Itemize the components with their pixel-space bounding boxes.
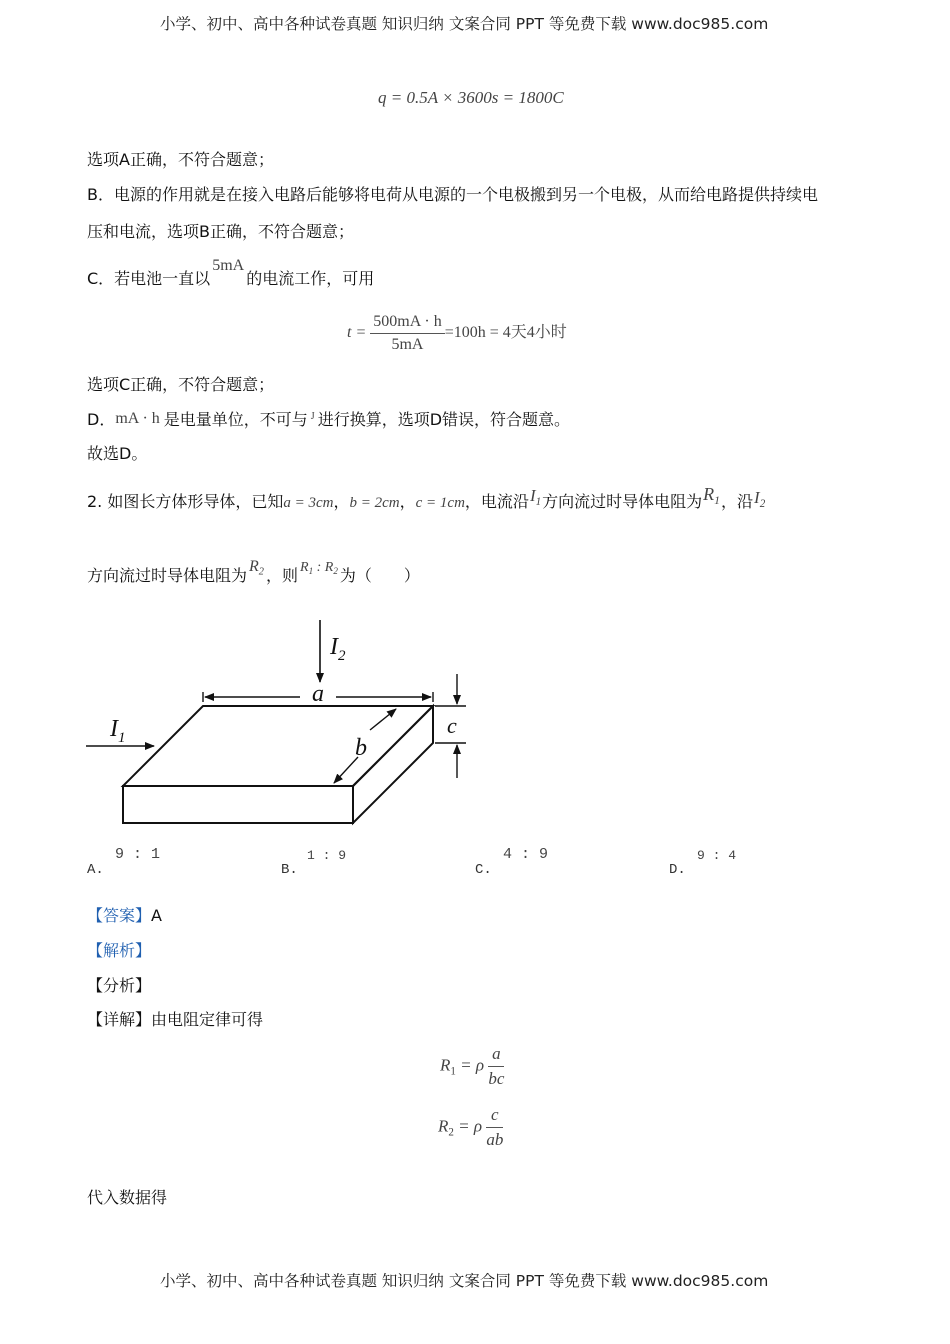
option-value: 9 : 1 xyxy=(115,846,161,863)
label-i1 xyxy=(109,716,126,746)
fraction-numerator: 500mA · h xyxy=(370,313,444,334)
label-subscript: 1 xyxy=(118,730,126,746)
cuboid-front-face xyxy=(123,786,353,823)
label-main: I xyxy=(110,716,118,742)
equation-t xyxy=(347,313,567,354)
fenxi-tag: 【分析】 xyxy=(87,976,152,995)
eq-mid: = ρ xyxy=(453,1116,483,1136)
fraction-numerator: a xyxy=(488,1044,504,1067)
symbol-subscript: 1 xyxy=(308,566,314,577)
option-c-statement xyxy=(87,257,375,291)
option-value: 9 : 4 xyxy=(697,848,737,863)
symbol-i1 xyxy=(529,486,542,508)
option-a-statement: 选项A正确，不符合题意； xyxy=(87,150,274,169)
option-value: 1 : 9 xyxy=(307,848,347,863)
symbol-subscript: 2 xyxy=(759,497,766,510)
answer-value: A xyxy=(151,906,162,925)
dimension-b-arrow-up xyxy=(370,709,396,730)
text-span: ，则 xyxy=(266,566,299,585)
given-a: a = 3cm xyxy=(283,495,334,511)
eq-sub: 2 xyxy=(448,1126,454,1139)
equation-t-rhs: =100h = 4天4小时 xyxy=(444,324,567,342)
option-label: A. xyxy=(87,862,104,878)
label-i2 xyxy=(329,634,346,664)
symbol-r1 xyxy=(702,484,721,508)
symbol-main: R xyxy=(249,558,259,575)
cuboid-right-face xyxy=(353,706,433,823)
symbol-main: R xyxy=(300,560,309,575)
eq-fraction xyxy=(486,1105,503,1150)
option-label: D. xyxy=(669,862,686,878)
question-2-line2 xyxy=(87,558,420,594)
ratio-r1-r2 xyxy=(298,560,340,575)
page-footer: 小学、初中、高中各种试卷真题 知识归纳 文案合同 PPT 等免费下载 www.doc985.com xyxy=(160,1272,769,1290)
symbol-subscript: 1 xyxy=(714,494,720,508)
equation-r1 xyxy=(440,1044,504,1089)
text-span: ， xyxy=(333,492,350,511)
eq-mid: = ρ xyxy=(455,1055,485,1075)
eq-lhs: R xyxy=(438,1116,449,1136)
label-b: b xyxy=(355,735,367,761)
text-span: ， xyxy=(399,492,416,511)
text-span: 的电流工作，可用 xyxy=(246,269,375,288)
answer-line xyxy=(87,905,162,927)
analysis-tag: 【解析】 xyxy=(87,941,152,960)
previous-conclusion: 故选D。 xyxy=(87,444,148,463)
equation-t-lhs: t = xyxy=(347,324,367,342)
fraction-denominator: 5mA xyxy=(391,336,424,353)
cuboid-top-face xyxy=(123,706,433,786)
option-d-statement xyxy=(87,409,570,434)
option-value: 4 : 9 xyxy=(503,846,549,863)
symbol-r2 xyxy=(247,558,266,578)
text-span: 2. 如图长方体形导体，已知 xyxy=(87,492,284,511)
text-span: 方向流过时导体电阻为 xyxy=(87,566,248,585)
symbol-subscript: 1 xyxy=(535,495,542,508)
label-main: I xyxy=(330,634,338,660)
label-subscript: 2 xyxy=(338,648,346,664)
text-span: 为（ ） xyxy=(339,566,420,585)
equation-q: q = 0.5A × 3600s = 1800C xyxy=(378,88,564,107)
symbol-subscript: 2 xyxy=(258,566,264,578)
given-b: b = 2cm xyxy=(349,495,400,511)
page-header: 小学、初中、高中各种试卷真题 知识归纳 文案合同 PPT 等免费下载 www.doc985.com xyxy=(160,15,769,33)
label-c: c xyxy=(447,713,457,738)
text-span: D． xyxy=(87,410,116,429)
ratio-colon: : xyxy=(313,560,325,575)
symbol-subscript: 2 xyxy=(333,566,338,577)
label-a: a xyxy=(312,681,324,707)
option-label: B. xyxy=(281,862,298,878)
fraction-numerator: c xyxy=(486,1105,503,1128)
eq-lhs: R xyxy=(440,1055,451,1075)
option-label: C. xyxy=(475,862,492,878)
symbol-main: I xyxy=(529,486,536,505)
detail-line xyxy=(87,1009,263,1031)
text-span: ，电流沿 xyxy=(464,492,529,511)
detail-text: 由电阻定律可得 xyxy=(151,1010,264,1029)
symbol-i2 xyxy=(753,488,766,510)
substitute-line: 代入数据得 xyxy=(87,1188,168,1207)
symbol-main: R xyxy=(703,484,715,504)
current-value: 5mA xyxy=(212,257,245,274)
text-span: 进行换算，选项D错误，符合题意。 xyxy=(317,410,571,429)
question-2-line1 xyxy=(87,484,766,519)
detail-tag: 【详解】 xyxy=(87,1010,152,1029)
text-span: ，沿 xyxy=(721,492,754,511)
option-b-statement-line1: B．电源的作用就是在接入电路后能够将电荷从电源的一个电极搬到另一个电极，从而给电路提供持续电 xyxy=(87,185,818,204)
unit-mah: mA · h xyxy=(115,410,160,427)
given-c: c = 1cm xyxy=(415,495,465,511)
fraction-denominator: bc xyxy=(488,1069,505,1088)
eq-sub: 1 xyxy=(450,1065,456,1078)
option-c-conclusion: 选项C正确，不符合题意； xyxy=(87,375,275,394)
cuboid-figure xyxy=(80,612,480,830)
text-span: 是电量单位，不可与 xyxy=(163,410,308,429)
text-span: C．若电池一直以 xyxy=(87,269,211,288)
eq-fraction xyxy=(488,1044,504,1089)
equation-r2 xyxy=(438,1105,503,1150)
symbol-main: I xyxy=(754,488,760,507)
text-span: 方向流过时导体电阻为 xyxy=(542,492,703,511)
fraction-denominator: ab xyxy=(486,1130,504,1149)
answer-tag: 【答案】 xyxy=(87,906,152,925)
symbol-main: R xyxy=(324,560,334,575)
option-b-statement-line2: 压和电流，选项B正确，不符合题意； xyxy=(87,222,354,241)
unit-joule: J xyxy=(310,411,315,422)
equation-t-fraction xyxy=(370,313,444,354)
